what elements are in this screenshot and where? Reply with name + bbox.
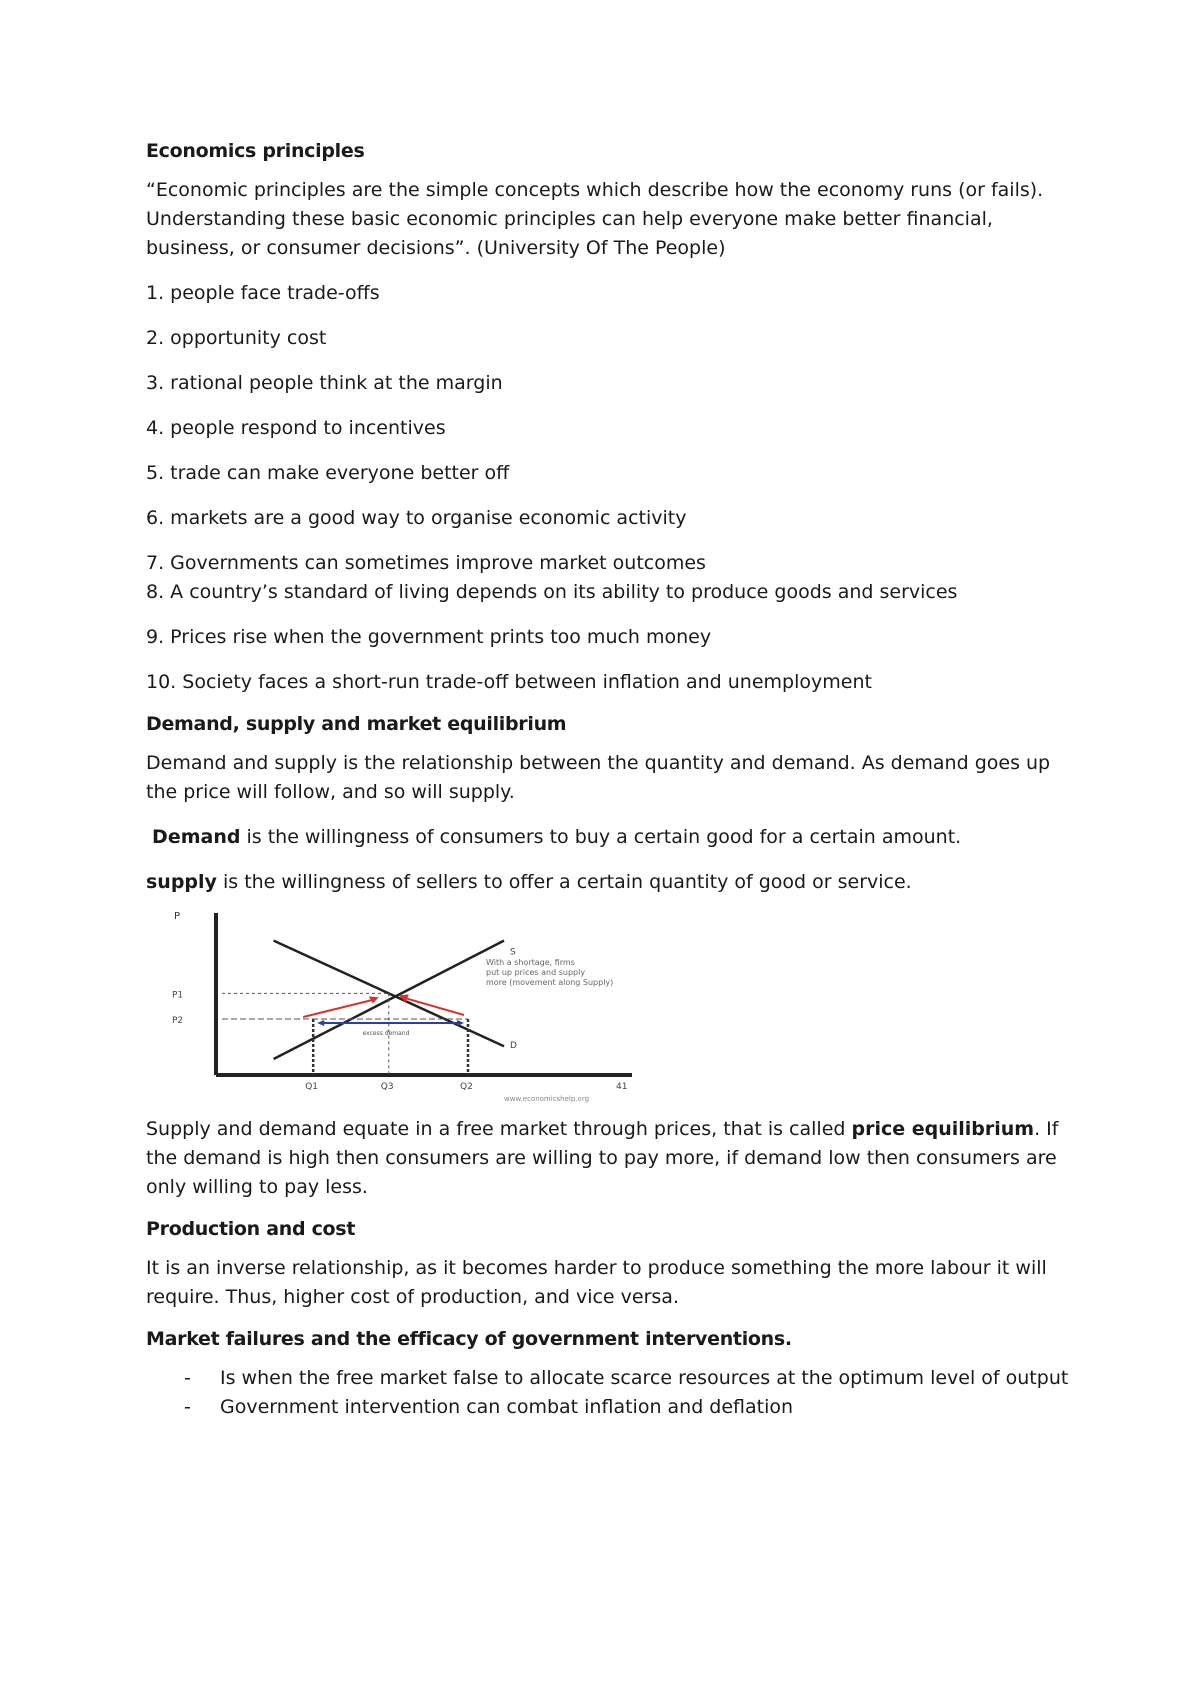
principles-quote: “Economic principles are the simple concepts which describe how the economy runs (or fails). Understanding these basic economic principles can help everyone make better financial, business, or consumer decisions”. (University Of The People) xyxy=(146,179,1044,259)
document-page xyxy=(146,140,1076,1422)
y-axis-label: P xyxy=(174,911,181,922)
annotation-line: more (movement along Supply) xyxy=(486,978,614,987)
demand-term: Demand xyxy=(152,826,241,848)
quantity-tick-label: Q2 xyxy=(460,1082,473,1092)
annotation-line: With a shortage, firms xyxy=(486,958,575,967)
dash-bullet: - xyxy=(184,1396,191,1418)
demand-def-text: is the willingness of consumers to buy a certain good for a certain amount. xyxy=(240,826,962,848)
supply-demand-svg xyxy=(154,905,674,1103)
principle-item: 1. people face trade-offs xyxy=(146,282,380,304)
list-item xyxy=(146,1364,1076,1393)
principle-item: 4. people respond to incentives xyxy=(146,417,446,439)
annotation-line: put up prices and supply xyxy=(486,968,586,977)
series-label: D xyxy=(510,1041,517,1052)
heading-demand-supply: Demand, supply and market equilibrium xyxy=(146,713,567,735)
supply-movement-arrow xyxy=(303,999,375,1017)
heading-market-failures: Market failures and the efficacy of government interventions. xyxy=(146,1328,792,1350)
supply-def-text: is the willingness of sellers to offer a certain quantity of good or service. xyxy=(216,871,912,893)
dash-bullet: - xyxy=(184,1367,191,1389)
series-label: S xyxy=(510,947,516,958)
chart-annotation xyxy=(486,958,613,987)
price-label: P1 xyxy=(172,990,184,1001)
quantity-tick-label: 41 xyxy=(616,1082,628,1092)
demand-supply-intro: Demand and supply is the relationship between the quantity and demand. As demand goes up the price will follow, and so will supply. xyxy=(146,752,1051,803)
principle-item: 8. A country’s standard of living depends on its ability to produce goods and services xyxy=(146,581,958,603)
price-label: P2 xyxy=(172,1016,184,1026)
principle-item: 7. Governments can sometimes improve market outcomes xyxy=(146,552,706,574)
supply-term: supply xyxy=(146,871,217,893)
principle-item: 5. trade can make everyone better off xyxy=(146,462,510,484)
chart-source: www.economicshelp.org xyxy=(504,1095,590,1103)
principle-item: 10. Society faces a short-run trade-off between inflation and unemployment xyxy=(146,671,872,693)
shortage-label: excess demand xyxy=(362,1030,410,1037)
supply-definition xyxy=(146,868,1076,897)
price-movement-arrow xyxy=(403,997,464,1015)
principles-list xyxy=(146,279,1076,697)
arrowhead xyxy=(317,1020,324,1026)
list-item xyxy=(146,1393,1076,1422)
equilibrium-term: price equilibrium xyxy=(851,1118,1035,1140)
equilibrium-text-2: . If the demand is high then consumers are willing to pay more, if demand low then consumers are only willing to pay less. xyxy=(146,1118,1059,1198)
bullet-text: Government intervention can combat inflation and deflation xyxy=(220,1396,794,1418)
production-cost-text: It is an inverse relationship, as it becomes harder to produce something the more labour it will require. Thus, higher cost of production, and vice versa. xyxy=(146,1257,1047,1308)
heading-production-cost: Production and cost xyxy=(146,1218,356,1240)
principle-item: 3. rational people think at the margin xyxy=(146,372,503,394)
principle-item: 6. markets are a good way to organise economic activity xyxy=(146,507,687,529)
equilibrium-text-1: Supply and demand equate in a free market through prices, that is called xyxy=(146,1118,852,1140)
market-failures-list xyxy=(146,1364,1076,1422)
quantity-tick-label: Q3 xyxy=(380,1082,394,1092)
heading-economics-principles: Economics principles xyxy=(146,140,365,162)
equilibrium-paragraph xyxy=(146,1115,1076,1202)
demand-definition xyxy=(146,823,1076,852)
supply-demand-chart xyxy=(154,905,674,1103)
principle-item: 9. Prices rise when the government prints too much money xyxy=(146,626,712,648)
quantity-tick-label: Q1 xyxy=(305,1082,319,1092)
principle-item: 2. opportunity cost xyxy=(146,327,327,349)
bullet-text: Is when the free market false to allocate scarce resources at the optimum level of output xyxy=(220,1367,1069,1389)
